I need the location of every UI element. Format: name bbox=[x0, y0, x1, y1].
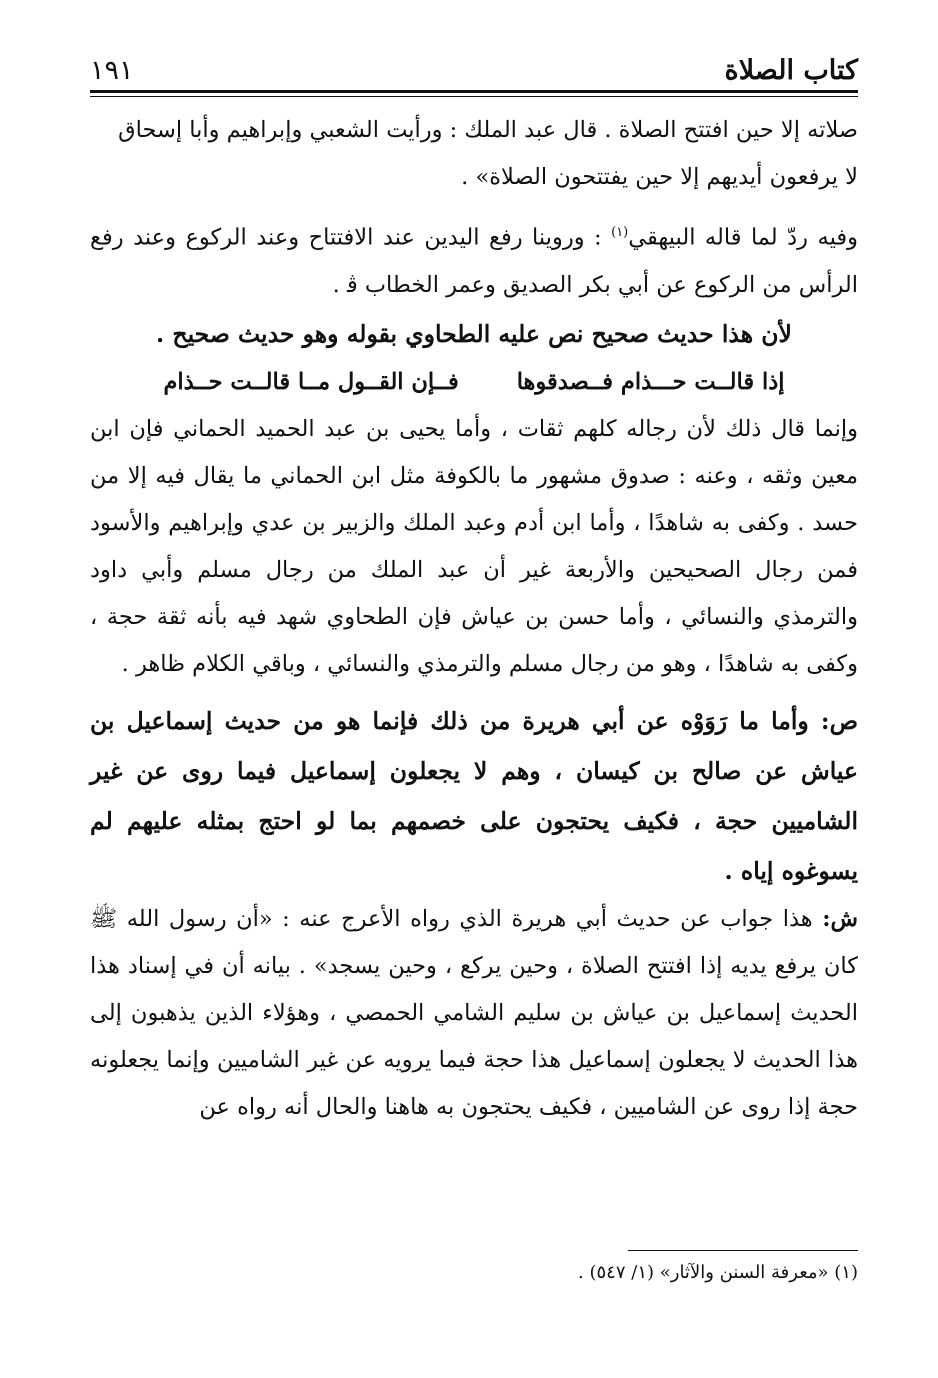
verse-second-hemistich: فــإن القــول مــا قالــت حــذام bbox=[163, 368, 459, 395]
header-rule-thin bbox=[90, 96, 858, 97]
sharh-text: هذا جواب عن حديث أبي هريرة الذي رواه الأعرج عنه : «أن رسول الله ﷺ كان يرفع يديه إذا افتتح الصلاة ، وحين يركع ، وحين يسجد» . بيانه أن في إسناد هذا الحديث إسماعيل بن عياش بن سليم الشامي الحمصي ، وهؤلاء الذين يذهبون إلى هذا الحديث لا يجعلون إسماعيل هذا حجة فيما يرويه عن غير الشاميين وإنما يجعلونه حجة إذا روى عن الشاميين ، فكيف يحتجون به هاهنا والحال أنه رواه عن bbox=[90, 905, 858, 1120]
page-header bbox=[90, 40, 858, 86]
paragraph-2-start: وفيه ردّ لما قاله البيهقي bbox=[628, 224, 858, 251]
book-page bbox=[90, 40, 858, 1338]
footnote-separator bbox=[628, 1250, 858, 1251]
matn-marker: ص: bbox=[820, 706, 858, 735]
poetry-verse bbox=[90, 359, 858, 406]
chapter-title: كتاب الصلاة bbox=[724, 55, 858, 86]
sharh-paragraph bbox=[90, 896, 858, 1131]
matn-statement-1: لأن هذا حديث صحيح نص عليه الطحاوي بقوله وهو حديث صحيح . bbox=[156, 319, 792, 348]
paragraph-1-line-1: صلاته إلا حين افتتح الصلاة . قال عبد الملك : ورأيت الشعبي وإبراهيم وأبا إسحاق bbox=[118, 117, 858, 143]
verse-first-hemistich: إذا قالــت حـــذام فــصدقوها bbox=[516, 368, 785, 395]
page-number: ١٩١ bbox=[90, 55, 134, 86]
sharh-marker: ش: bbox=[822, 905, 858, 932]
header-rule-thick bbox=[90, 90, 858, 93]
matn-statement-2 bbox=[90, 696, 858, 896]
matn-text: وأما ما رَوَوْه عن أبي هريرة من ذلك فإنما هو من حديث إسماعيل بن عياش عن صالح بن كيسان ، وهم لا يجعلون إسماعيل فيما روى عن غير الشاميين حجة ، فكيف يحتجون على خصمهم بما لو احتج بمثله عليهم لم يسوغوه إياه . bbox=[90, 706, 858, 885]
footnote: (١) «معرفة السنن والآثار» (١/ ٥٤٧) . bbox=[578, 1262, 858, 1283]
paragraph-3: وإنما قال ذلك لأن رجاله كلهم ثقات ، وأما يحيى بن عبد الحميد الحماني فإن ابن معين وثقه ، وعنه : صدوق مشهور ما بالكوفة مثل ابن الحماني ما يقال فيه إلا من حسد . وكفى به شاهدًا ، وأما ابن أدم وعبد الملك والزبير بن عدي وإبراهيم والأسود فمن رجال الصحيحين والأربعة غير أن عبد الملك من رجال مسلم وأبي داود والترمذي والنسائي ، وأما حسن بن عياش فإن الطحاوي شهد فيه بأنه ثقة حجة ، وكفى به شاهدًا ، وهو من رجال مسلم والترمذي والنسائي ، وباقي الكلام ظاهر . bbox=[90, 415, 858, 677]
footnote-reference: (١) bbox=[611, 225, 629, 240]
main-text bbox=[90, 107, 858, 1131]
paragraph-2-end: : وروينا رفع اليدين عند الافتتاح وعند الركوع وعند رفع الرأس من الركوع عن أبي بكر الصديق وعمر الخطاب ﭬ . bbox=[90, 224, 858, 298]
paragraph-2 bbox=[90, 209, 858, 309]
paragraph-1-line-2: لا يرفعون أيديهم إلا حين يفتتحون الصلاة» . bbox=[461, 164, 858, 190]
